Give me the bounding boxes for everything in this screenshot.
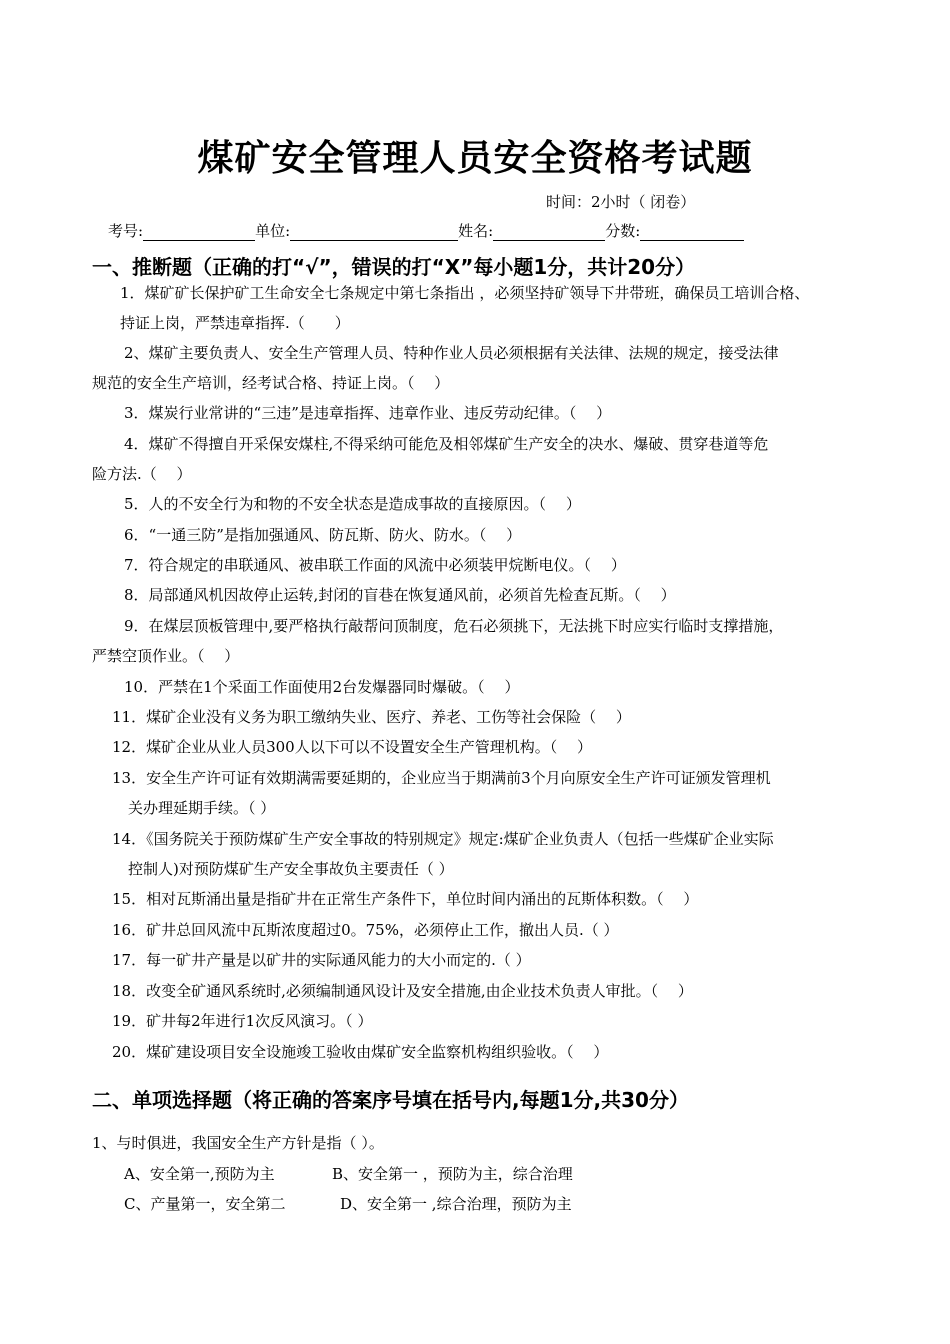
question-11: 11．煤矿企业没有义务为职工缴纳失业、医疗、养老、工伤等社会保险（ ）: [112, 708, 631, 726]
question-13-line-1: 13．安全生产许可证有效期满需要延期的，企业应当于期满前3个月向原安全生产许可证颁发管理机: [112, 769, 771, 787]
question-9-line-1: 9．在煤层顶板管理中,要严格执行敲帮问顶制度，危石必须挑下，无法挑下时应实行临时支撑措施，: [124, 617, 784, 635]
question-13-line-2: 关办理延期手续。（ ）: [128, 799, 276, 817]
question-10: 10．严禁在1个采面工作面使用2台发爆器同时爆破。（ ）: [124, 678, 520, 696]
question-17: 17．每一矿井产量是以矿井的实际通风能力的大小而定的.（ ）: [112, 951, 531, 969]
question-8: 8．局部通风机因故停止运转,封闭的盲巷在恢复通风前，必须首先检查瓦斯。（ ）: [124, 586, 676, 604]
question-19: 19．矿井每2年进行1次反风演习。（ ）: [112, 1012, 373, 1030]
question-12: 12．煤矿企业从业人员300人以下可以不设置安全生产管理机构。（ ）: [112, 738, 592, 756]
question-1-line-2: 持证上岗，严禁违章指挥.（ ）: [120, 314, 350, 332]
choice-question-1: 1、与时俱进，我国安全生产方针是指（ ）。: [92, 1134, 384, 1152]
question-5: 5．人的不安全行为和物的不安全状态是造成事故的直接原因。（ ）: [124, 495, 581, 513]
question-20: 20．煤矿建设项目安全设施竣工验收由煤矿安全监察机构组织验收。（ ）: [112, 1043, 609, 1061]
choice-option-c: C、产量第一，安全第二: [124, 1195, 286, 1213]
score-blank[interactable]: [640, 224, 744, 241]
choice-option-d: D、安全第一 ,综合治理，预防为主: [340, 1195, 572, 1213]
unit-label: 单位:: [255, 222, 291, 240]
question-2-line-1: 2、煤矿主要负责人、安全生产管理人员、特种作业人员必须根据有关法律、法规的规定，接受法律: [124, 344, 779, 362]
question-14-line-1: 14．《国务院关于预防煤矿生产安全事故的特别规定》规定:煤矿企业负责人（包括一些煤矿企业实际: [112, 830, 774, 848]
question-14-line-2: 控制人)对预防煤矿生产安全事故负主要责任（ ）: [128, 860, 454, 878]
name-blank[interactable]: [493, 224, 605, 241]
exam-no-blank[interactable]: [143, 224, 255, 241]
choice-option-a: A、安全第一,预防为主: [124, 1165, 275, 1183]
question-7: 7．符合规定的串联通风、被串联工作面的风流中必须装甲烷断电仪。（ ）: [124, 556, 626, 574]
name-label: 姓名:: [458, 222, 494, 240]
page-title: 煤矿安全管理人员安全资格考试题: [197, 138, 753, 179]
question-16: 16．矿井总回风流中瓦斯浓度超过0。75%，必须停止工作，撤出人员.（ ）: [112, 921, 619, 939]
question-4-line-2: 险方法.（ ）: [92, 465, 192, 483]
question-3: 3．煤炭行业常讲的“三违”是违章指挥、违章作业、违反劳动纪律。（ ）: [124, 404, 612, 422]
section-2-heading: 二、单项选择题（将正确的答案序号填在括号内,每题1分,共30分）: [92, 1088, 689, 1112]
score-label: 分数:: [605, 222, 641, 240]
candidate-info-row: [108, 220, 744, 241]
question-18: 18．改变全矿通风系统时,必须编制通风设计及安全措施,由企业技术负责人审批。（ ）: [112, 982, 693, 1000]
exam-no-label: 考号:: [108, 222, 144, 240]
unit-blank[interactable]: [290, 224, 458, 241]
question-1-line-1: 1．煤矿矿长保护矿工生命安全七条规定中第七条指出 ，必须坚持矿领导下井带班，确保员工培训合格、: [120, 284, 810, 302]
exam-time-note: 时间：2小时（ 闭卷）: [546, 193, 696, 211]
question-15: 15．相对瓦斯涌出量是指矿井在正常生产条件下，单位时间内涌出的瓦斯体积数。（ ）: [112, 890, 699, 908]
question-6: 6．“一通三防”是指加强通风、防瓦斯、防火、防水。（ ）: [124, 526, 522, 544]
choice-option-b: B、安全第一 ，预防为主，综合治理: [332, 1165, 573, 1183]
question-9-line-2: 严禁空顶作业。（ ）: [92, 647, 240, 665]
question-2-line-2: 规范的安全生产培训，经考试合格、持证上岗。（ ）: [92, 374, 450, 392]
question-4-line-1: 4．煤矿不得擅自开采保安煤柱,不得采纳可能危及相邻煤矿生产安全的决水、爆破、贯穿巷道等危: [124, 435, 769, 453]
section-1-heading: 一、推断题（正确的打“√”，错误的打“X”每小题1分，共计20分）: [92, 255, 696, 279]
